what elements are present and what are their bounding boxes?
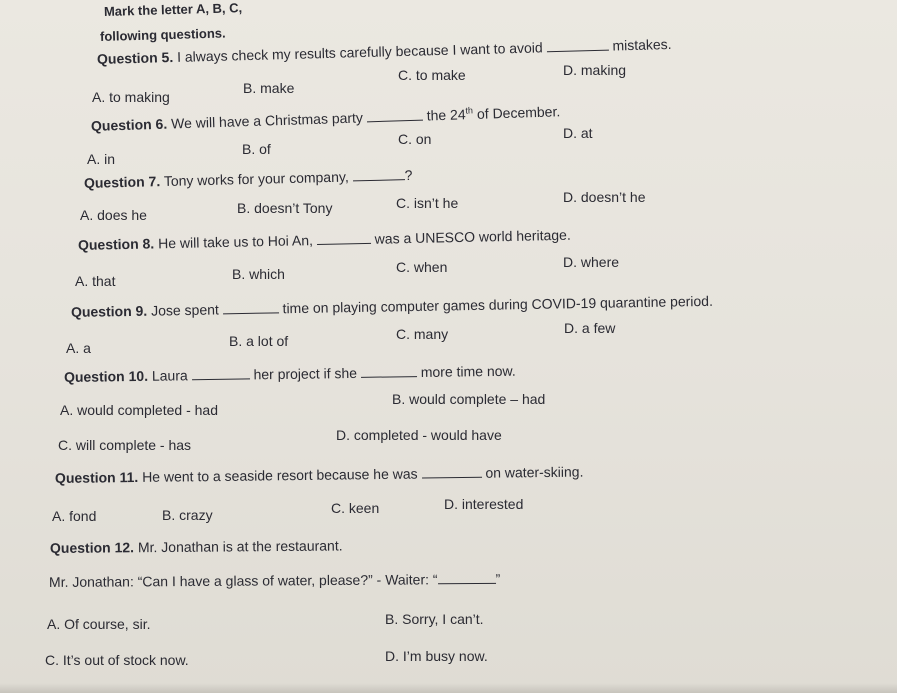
- question-10-number: Question 10.: [63, 367, 149, 385]
- question-6-option-b: B. of: [242, 141, 271, 157]
- question-11-option-d: D. interested: [444, 496, 524, 512]
- question-8-number: Question 8.: [77, 235, 155, 253]
- question-12-number: Question 12.: [49, 539, 135, 556]
- question-10-blank-2: [361, 364, 417, 378]
- question-8-option-c: C. when: [396, 259, 448, 275]
- question-9-option-b: B. a lot of: [229, 333, 289, 349]
- question-9-blank: [223, 300, 279, 314]
- question-12-option-a: A. Of course, sir.: [47, 616, 151, 632]
- question-9-stem: Question 9. Jose spent time on playing computer games during COVID-19 quarantine period.: [70, 292, 714, 320]
- instruction-line-2: following questions.: [99, 25, 226, 44]
- question-8-option-b: B. which: [232, 266, 285, 282]
- question-5-stem: Question 5. I always check my results carefully because I want to avoid mistakes.: [96, 35, 672, 67]
- question-7-option-c: C. isn’t he: [396, 195, 459, 211]
- question-6-blank: [367, 108, 423, 123]
- question-5-blank: [546, 38, 608, 53]
- question-12-blank: [437, 571, 495, 584]
- question-5-option-d: D. making: [563, 62, 627, 78]
- question-7-stem: Question 7. Tony works for your company, ?: [83, 166, 413, 191]
- question-12-option-b: B. Sorry, I can’t.: [385, 611, 484, 627]
- question-10-option-d: D. completed - would have: [336, 427, 502, 443]
- question-9-number: Question 9.: [70, 302, 148, 320]
- question-6-option-c: C. on: [398, 131, 432, 147]
- question-6-option-a: A. in: [87, 151, 116, 167]
- question-7-blank: [352, 167, 404, 181]
- question-11-stem: Question 11. He went to a seaside resort because he was on water-skiing.: [54, 463, 584, 486]
- question-9-option-c: C. many: [396, 326, 449, 342]
- question-11-option-c: C. keen: [331, 500, 380, 516]
- question-12-dialogue: Mr. Jonathan: “Can I have a glass of water, please?” - Waiter: “ ”: [48, 570, 501, 590]
- question-12-option-c: C. It’s out of stock now.: [45, 652, 189, 668]
- question-10-blank-1: [192, 366, 250, 380]
- question-10-option-b: B. would complete – had: [392, 391, 546, 407]
- question-5-number: Question 5.: [96, 49, 174, 67]
- question-5-option-a: A. to making: [92, 89, 170, 105]
- instruction-line-1: Mark the letter A, B, C,: [103, 0, 243, 19]
- question-10-option-c: C. will complete - has: [58, 437, 192, 453]
- question-11-option-a: A. fond: [52, 508, 97, 524]
- question-10-stem: Question 10. Laura her project if she more time now.: [63, 362, 516, 385]
- question-6-option-d: D. at: [563, 125, 593, 141]
- question-9-option-d: D. a few: [564, 320, 616, 336]
- question-11-number: Question 11.: [54, 468, 139, 486]
- question-5-option-b: B. make: [243, 80, 295, 96]
- question-8-option-d: D. where: [563, 254, 620, 270]
- question-6-stem: Question 6. We will have a Christmas party the 24th of December.: [90, 103, 561, 134]
- question-5-option-c: C. to make: [398, 67, 466, 83]
- question-10-option-a: A. would completed - had: [60, 402, 218, 418]
- question-8-option-a: A. that: [75, 273, 116, 289]
- question-6-number: Question 6.: [90, 115, 168, 134]
- question-12-option-d: D. I’m busy now.: [385, 648, 488, 664]
- question-8-stem: Question 8. He will take us to Hoi An, was a UNESCO world heritage.: [77, 226, 571, 253]
- question-7-option-a: A. does he: [80, 207, 147, 223]
- question-7-option-d: D. doesn’t he: [563, 189, 646, 205]
- question-11-blank: [421, 465, 481, 479]
- question-7-number: Question 7.: [83, 173, 161, 191]
- page-bottom-shadow: [0, 683, 897, 693]
- question-11-option-b: B. crazy: [162, 507, 213, 523]
- question-9-option-a: A. a: [66, 340, 91, 356]
- question-8-blank: [317, 231, 371, 245]
- question-12-stem: Question 12. Mr. Jonathan is at the restaurant.: [49, 537, 343, 556]
- question-7-option-b: B. doesn’t Tony: [237, 200, 333, 216]
